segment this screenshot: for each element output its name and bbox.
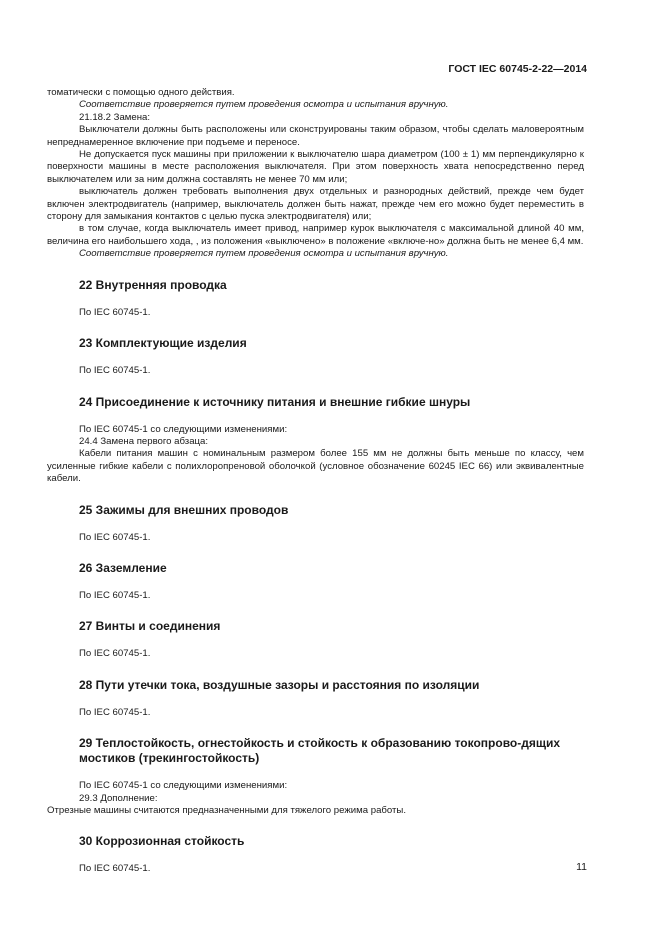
paragraph: По IEC 60745-1. <box>79 306 151 318</box>
section-heading: 26 Заземление <box>79 560 167 575</box>
section-heading: 27 Винты и соединения <box>79 619 221 634</box>
paragraph-italic: Соответствие проверяется путем проведения осмотра и испытания вручную. <box>79 99 449 111</box>
paragraph: 24.4 Замена первого абзаца: <box>79 435 209 447</box>
document-body <box>47 87 584 876</box>
paragraph: По IEC 60745-1 со следующими изменениями: <box>79 423 288 435</box>
section-heading: 25 Зажимы для внешних проводов <box>79 502 289 517</box>
section-heading: 29 Теплостойкость, огнестойкость и стойкость к образованию токопрово-дящих мостиков (трекингостойкость) <box>79 736 561 766</box>
paragraph: Не допускается пуск машины при приложении к выключателю шара диаметром (100 ± 1) мм перпендикулярно к поверхности машины в месте расположения выключателя. При этом поверхность хвата непосредственно перед выключателем или за ним должна составлять не менее 70 мм или; <box>47 149 584 185</box>
paragraph: Кабели питания машин с номинальным размером более 155 мм не должны быть меньше по классу, чем усиленные гибкие кабели с полихлоропреновой оболочкой (условное обозначение 60245 IEC 66) или эквивалентные кабели. <box>47 448 584 485</box>
paragraph: По IEC 60745-1. <box>79 648 151 660</box>
paragraph: в том случае, когда выключатель имеет привод, например курок выключателя с максимальной длиной 40 мм, величина его наибольшего хода, , из положения «выключено» в положение «включе-но» должна быть не менее 6,4 мм. <box>47 223 584 247</box>
page-number: 11 <box>576 861 587 873</box>
section-heading: 28 Пути утечки тока, воздушные зазоры и расстояния по изоляции <box>79 677 480 692</box>
paragraph: выключатель должен требовать выполнения двух отдельных и разнородных действий, прежде чем будет включен электродвигатель (например, выключатель должен быть нажат, прежде чем его можно будет переместить в сторону для замыкания контактов с целью пуска электродвигателя) или; <box>47 186 584 223</box>
paragraph: 29.3 Дополнение: <box>79 792 158 804</box>
paragraph: Отрезные машины считаются предназначенными для тяжелого режима работы. <box>47 804 406 816</box>
document-header: ГОСТ IEC 60745-2-22—2014 <box>448 63 587 75</box>
paragraph: По IEC 60745-1. <box>79 863 151 875</box>
section-heading: 23 Комплектующие изделия <box>79 336 247 351</box>
paragraph: Выключатели должны быть расположены или сконструированы таким образом, чтобы сделать маловероятным непреднамеренное включение при подъеме и переносе. <box>47 124 584 148</box>
paragraph: По IEC 60745-1 со следующими изменениями: <box>79 780 288 792</box>
paragraph: По IEC 60745-1. <box>79 365 151 377</box>
section-heading: 22 Внутренняя проводка <box>79 277 227 292</box>
paragraph: томатически с помощью одного действия. <box>47 87 235 98</box>
section-heading: 24 Присоединение к источнику питания и внешние гибкие шнуры <box>79 394 471 409</box>
paragraph: По IEC 60745-1. <box>79 589 151 601</box>
paragraph: По IEC 60745-1. <box>79 706 151 718</box>
paragraph-italic: Соответствие проверяется путем проведения осмотра и испытания вручную. <box>79 248 449 260</box>
paragraph: По IEC 60745-1. <box>79 531 151 543</box>
section-heading: 30 Коррозионная стойкость <box>79 834 245 849</box>
paragraph: 21.18.2 Замена: <box>79 111 151 123</box>
